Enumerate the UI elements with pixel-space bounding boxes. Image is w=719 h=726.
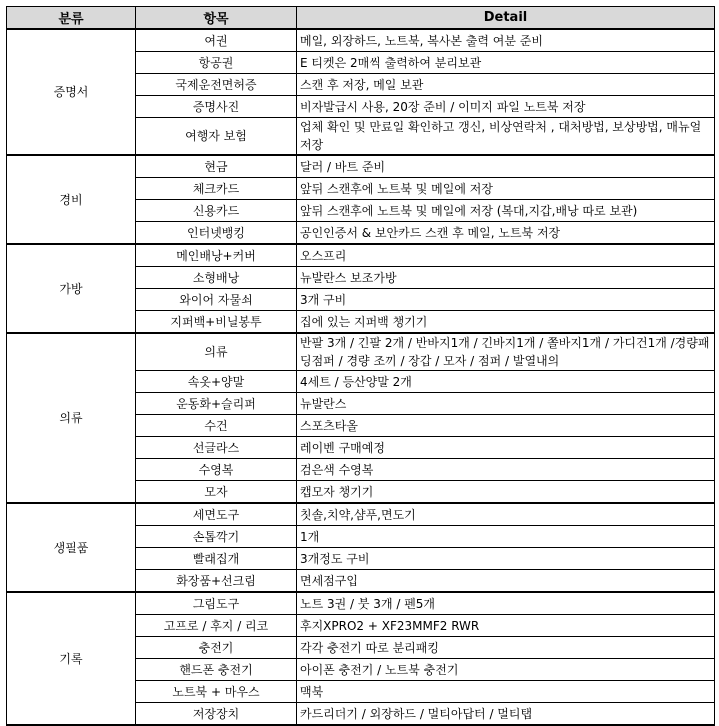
detail-cell: 맥북: [297, 681, 715, 703]
detail-cell: 공인인증서 & 보안카드 스캔 후 메일, 노트북 저장: [297, 222, 715, 245]
header-item: 항목: [136, 7, 297, 30]
item-cell: 현금: [136, 155, 297, 178]
item-cell: 증명사진: [136, 96, 297, 118]
item-cell: 세면도구: [136, 503, 297, 526]
detail-cell: 아이폰 충전기 / 노트북 충전기: [297, 659, 715, 681]
category-cell: 가방: [7, 244, 136, 333]
detail-cell: 앞뒤 스캔후에 노트북 및 메일에 저장 (복대,지갑,배낭 따로 보관): [297, 200, 715, 222]
detail-cell: 1개: [297, 526, 715, 548]
detail-cell: 노트 3권 / 붓 3개 / 펜5개: [297, 592, 715, 615]
item-cell: 항공권: [136, 52, 297, 74]
item-cell: 충전기: [136, 637, 297, 659]
header-detail: Detail: [297, 7, 715, 30]
detail-cell: 칫솔,치약,샴푸,면도기: [297, 503, 715, 526]
item-cell: 노트북 + 마우스: [136, 681, 297, 703]
item-cell: 와이어 자물쇠: [136, 289, 297, 311]
table-row: [7, 244, 715, 267]
item-cell: 메인배낭+커버: [136, 244, 297, 267]
detail-cell: 업체 확인 및 만료일 확인하고 갱신, 비상연락처 , 대처방법, 보상방법, 매뉴얼 저장: [297, 118, 715, 156]
table-row: [7, 592, 715, 615]
category-cell: 생필품: [7, 503, 136, 592]
item-cell: 지퍼백+비닐봉투: [136, 311, 297, 334]
category-cell: 의류: [7, 333, 136, 503]
item-cell: 그림도구: [136, 592, 297, 615]
item-cell: 모자: [136, 481, 297, 504]
table-row: [7, 333, 715, 371]
header-row: [7, 7, 715, 30]
detail-cell: 뉴발란스: [297, 393, 715, 415]
detail-cell: 반팔 3개 / 긴팔 2개 / 반바지1개 / 긴바지1개 / 쫄바지1개 / 가디건1개 /경량패딩점퍼 / 경량 조끼 / 장갑 / 모자 / 점퍼 / 발열내의: [297, 333, 715, 371]
item-cell: 소형배낭: [136, 267, 297, 289]
detail-cell: 레이벤 구매예정: [297, 437, 715, 459]
item-cell: 수건: [136, 415, 297, 437]
detail-cell: 각각 충전기 따로 분리패킹: [297, 637, 715, 659]
detail-cell: 면세점구입: [297, 570, 715, 593]
category-cell: 증명서: [7, 29, 136, 155]
detail-cell: 스포츠타올: [297, 415, 715, 437]
detail-cell: E 티켓은 2매씩 출력하여 분리보관: [297, 52, 715, 74]
item-cell: 핸드폰 충전기: [136, 659, 297, 681]
detail-cell: 메일, 외장하드, 노트북, 복사본 출력 여분 준비: [297, 29, 715, 52]
table-row: [7, 29, 715, 52]
detail-cell: 오스프리: [297, 244, 715, 267]
item-cell: 화장품+선크림: [136, 570, 297, 593]
detail-cell: 검은색 수영복: [297, 459, 715, 481]
table-row: [7, 155, 715, 178]
detail-cell: 캡모자 챙기기: [297, 481, 715, 504]
item-cell: 속옷+양말: [136, 371, 297, 393]
category-cell: 기록: [7, 592, 136, 725]
item-cell: 빨래집개: [136, 548, 297, 570]
detail-cell: 비자발급시 사용, 20장 준비 / 이미지 파일 노트북 저장: [297, 96, 715, 118]
category-cell: 경비: [7, 155, 136, 244]
item-cell: 수영복: [136, 459, 297, 481]
item-cell: 신용카드: [136, 200, 297, 222]
item-cell: 운동화+슬리퍼: [136, 393, 297, 415]
detail-cell: 3개정도 구비: [297, 548, 715, 570]
item-cell: 여행자 보험: [136, 118, 297, 156]
item-cell: 의류: [136, 333, 297, 371]
item-cell: 체크카드: [136, 178, 297, 200]
item-cell: 손톱깍기: [136, 526, 297, 548]
detail-cell: 카드리더기 / 외장하드 / 멀티아답터 / 멀티탭: [297, 703, 715, 726]
detail-cell: 집에 있는 지퍼백 챙기기: [297, 311, 715, 334]
item-cell: 여권: [136, 29, 297, 52]
header-category: 분류: [7, 7, 136, 30]
item-cell: 저장장치: [136, 703, 297, 726]
detail-cell: 앞뒤 스캔후에 노트북 및 메일에 저장: [297, 178, 715, 200]
item-cell: 고프로 / 후지 / 리코: [136, 615, 297, 637]
item-cell: 국제운전면허증: [136, 74, 297, 96]
detail-cell: 3개 구비: [297, 289, 715, 311]
item-cell: 선글라스: [136, 437, 297, 459]
detail-cell: 달러 / 바트 준비: [297, 155, 715, 178]
detail-cell: 스캔 후 저장, 메일 보관: [297, 74, 715, 96]
detail-cell: 후지XPRO2 + XF23MMF2 RWR: [297, 615, 715, 637]
detail-cell: 뉴발란스 보조가방: [297, 267, 715, 289]
table-row: [7, 503, 715, 526]
item-cell: 인터넷뱅킹: [136, 222, 297, 245]
packing-checklist-table: [6, 6, 715, 726]
detail-cell: 4세트 / 등산양말 2개: [297, 371, 715, 393]
